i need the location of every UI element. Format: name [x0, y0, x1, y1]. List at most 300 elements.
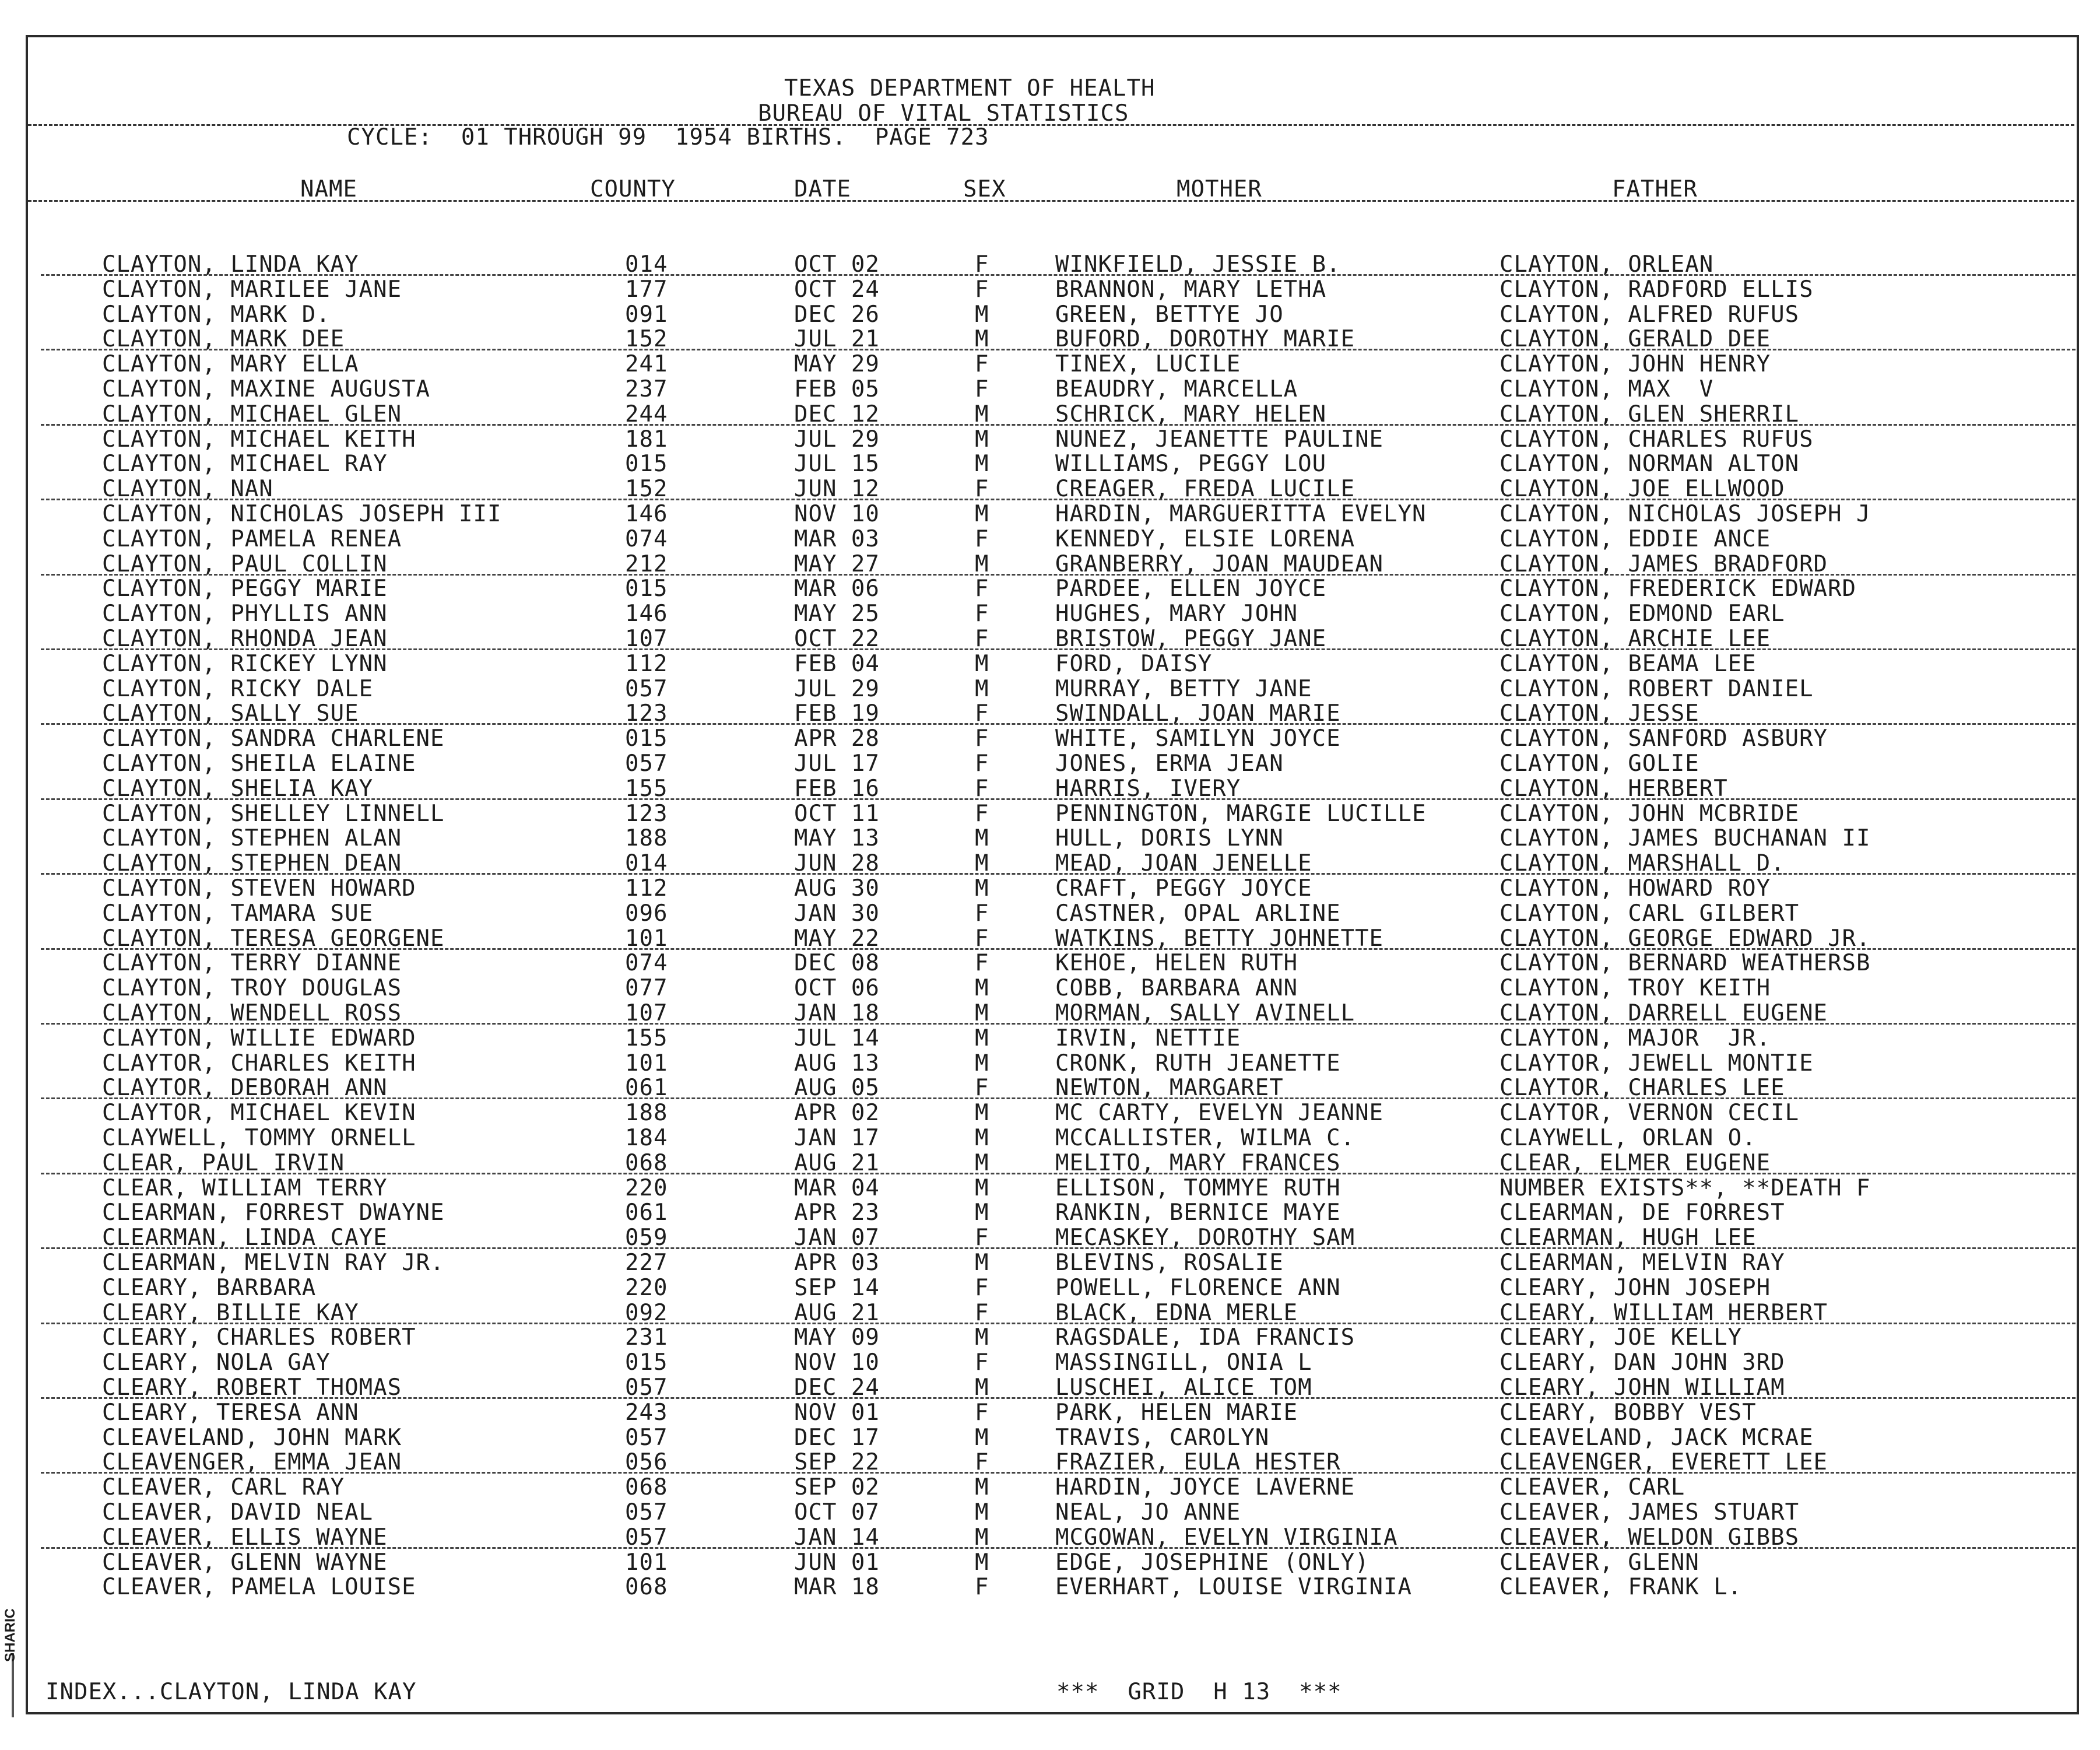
cell-mother: BEAUDRY, MARCELLA — [1055, 376, 1298, 402]
cell-date: DEC 26 — [794, 301, 880, 328]
cell-mother: MC CARTY, EVELYN JEANNE — [1055, 1100, 1384, 1127]
cell-date: JUN 28 — [794, 850, 880, 877]
cell-father: CLAYTON, JOHN HENRY — [1500, 351, 1771, 378]
row-rule — [41, 1247, 2076, 1249]
cell-date: MAY 13 — [794, 825, 880, 852]
row-rule — [41, 798, 2076, 800]
cell-sex: M — [975, 1424, 989, 1451]
cell-father: CLEAVER, WELDON GIBBS — [1500, 1524, 1800, 1551]
cell-mother: FRAZIER, EULA HESTER — [1055, 1449, 1341, 1476]
cell-sex: M — [975, 1149, 989, 1176]
cell-name: CLAYTOR, DEBORAH ANN — [102, 1075, 388, 1102]
cell-county: 146 — [625, 601, 668, 627]
cell-name: CLAYTON, SHEILA ELAINE — [102, 750, 416, 777]
column-header-date: DATE — [794, 176, 851, 202]
cell-name: CLAYTON, PAMELA RENEA — [102, 525, 402, 552]
cell-date: AUG 21 — [794, 1149, 880, 1176]
cell-father: CLEARY, JOHN JOSEPH — [1500, 1274, 1771, 1301]
cell-date: DEC 17 — [794, 1424, 880, 1451]
cell-county: 101 — [625, 925, 668, 952]
cell-name: CLEAVER, GLENN WAYNE — [102, 1549, 388, 1576]
row-rule — [41, 948, 2076, 950]
cell-name: CLAYTON, SANDRA CHARLENE — [102, 725, 445, 752]
cell-county: 014 — [625, 251, 668, 278]
cell-county: 188 — [625, 1100, 668, 1127]
cell-sex: M — [975, 301, 989, 328]
row-rule — [41, 499, 2076, 500]
cell-date: FEB 16 — [794, 775, 880, 802]
cell-mother: MURRAY, BETTY JANE — [1055, 675, 1312, 702]
column-header-sex: SEX — [963, 176, 1006, 202]
cell-date: JAN 14 — [794, 1524, 880, 1551]
cell-date: OCT 11 — [794, 800, 880, 827]
cell-mother: MELITO, MARY FRANCES — [1055, 1149, 1341, 1176]
cell-sex: F — [975, 1299, 989, 1326]
cell-county: 107 — [625, 626, 668, 652]
cycle-line: CYCLE: 01 THROUGH 99 1954 BIRTHS. PAGE 723 — [347, 124, 989, 150]
cell-mother: WINKFIELD, JESSIE B. — [1055, 251, 1341, 278]
cell-mother: GREEN, BETTYE JO — [1055, 301, 1284, 328]
cell-county: 057 — [625, 675, 668, 702]
cell-sex: F — [975, 476, 989, 503]
cell-sex: M — [975, 1025, 989, 1051]
cell-father: CLAYTON, ALFRED RUFUS — [1500, 301, 1800, 328]
cell-sex: M — [975, 326, 989, 353]
cell-date: SEP 02 — [794, 1474, 880, 1501]
cell-date: APR 28 — [794, 725, 880, 752]
cell-father: CLEAR, ELMER EUGENE — [1500, 1149, 1771, 1176]
cell-date: AUG 30 — [794, 875, 880, 902]
bureau-title: BUREAU OF VITAL STATISTICS — [758, 100, 1129, 127]
cell-county: 220 — [625, 1274, 668, 1301]
cell-date: AUG 21 — [794, 1299, 880, 1326]
cell-mother: KEHOE, HELEN RUTH — [1055, 950, 1298, 977]
cell-sex: F — [975, 1274, 989, 1301]
cell-name: CLAYTON, NAN — [102, 476, 273, 503]
cell-mother: WILLIAMS, PEGGY LOU — [1055, 451, 1327, 478]
cell-father: CLEAVER, FRANK L. — [1500, 1574, 1743, 1601]
cell-county: 068 — [625, 1474, 668, 1501]
cell-sex: M — [975, 1250, 989, 1276]
cell-sex: M — [975, 426, 989, 453]
row-rule — [41, 424, 2076, 426]
cell-mother: EVERHART, LOUISE VIRGINIA — [1055, 1574, 1412, 1601]
cell-name: CLAYTON, STEVEN HOWARD — [102, 875, 416, 902]
cell-sex: F — [975, 626, 989, 652]
cell-sex: F — [975, 900, 989, 927]
cell-date: JAN 18 — [794, 1000, 880, 1026]
cell-mother: HARDIN, MARGUERITTA EVELYN — [1055, 501, 1427, 527]
cell-sex: M — [975, 650, 989, 677]
cell-mother: PARK, HELEN MARIE — [1055, 1399, 1298, 1426]
header-rule — [28, 124, 2074, 126]
row-rule — [41, 1023, 2076, 1025]
cell-name: CLAYTON, MICHAEL KEITH — [102, 426, 416, 453]
cell-sex: F — [975, 950, 989, 977]
cell-date: JUN 12 — [794, 476, 880, 503]
cell-mother: PENNINGTON, MARGIE LUCILLE — [1055, 800, 1427, 827]
cell-county: 231 — [625, 1324, 668, 1351]
cell-father: CLAYTON, NICHOLAS JOSEPH J — [1500, 501, 1871, 527]
cell-mother: POWELL, FLORENCE ANN — [1055, 1274, 1341, 1301]
cell-name: CLAYTON, MARK D. — [102, 301, 331, 328]
row-rule — [41, 1547, 2076, 1549]
cell-mother: MEAD, JOAN JENELLE — [1055, 850, 1312, 877]
row-rule — [41, 648, 2076, 650]
cell-county: 184 — [625, 1125, 668, 1151]
cell-sex: F — [975, 925, 989, 952]
cell-father: CLAYTON, MARSHALL D. — [1500, 850, 1785, 877]
cell-county: 243 — [625, 1399, 668, 1426]
cell-date: OCT 02 — [794, 251, 880, 278]
cell-name: CLAYTOR, MICHAEL KEVIN — [102, 1100, 416, 1127]
cell-father: CLEAVENGER, EVERETT LEE — [1500, 1449, 1828, 1476]
cell-date: MAY 29 — [794, 351, 880, 378]
cell-sex: F — [975, 1574, 989, 1601]
cell-sex: M — [975, 1200, 989, 1226]
cell-county: 212 — [625, 550, 668, 577]
cell-sex: F — [975, 1075, 989, 1102]
cell-mother: SCHRICK, MARY HELEN — [1055, 401, 1327, 427]
cell-county: 015 — [625, 576, 668, 602]
cell-name: CLAYTON, PAUL COLLIN — [102, 550, 388, 577]
cell-father: CLEARMAN, DE FORREST — [1500, 1200, 1785, 1226]
row-rule — [41, 723, 2076, 725]
cell-sex: F — [975, 800, 989, 827]
cell-name: CLAYTON, MARK DEE — [102, 326, 345, 353]
row-rule — [41, 349, 2076, 350]
cell-father: CLAYTON, JAMES BUCHANAN II — [1500, 825, 1871, 852]
cell-name: CLEAVER, CARL RAY — [102, 1474, 345, 1501]
cell-father: CLAYTON, EDDIE ANCE — [1500, 525, 1771, 552]
cell-father: CLEAVELAND, JACK MCRAE — [1500, 1424, 1814, 1451]
cell-father: CLAYTOR, JEWELL MONTIE — [1500, 1050, 1814, 1076]
cell-name: CLEAVENGER, EMMA JEAN — [102, 1449, 402, 1476]
cell-name: CLAYTON, STEPHEN DEAN — [102, 850, 402, 877]
cell-date: AUG 05 — [794, 1075, 880, 1102]
cell-county: 068 — [625, 1574, 668, 1601]
cell-sex: M — [975, 451, 989, 478]
cell-date: JUN 01 — [794, 1549, 880, 1576]
cell-sex: M — [975, 1125, 989, 1151]
cell-date: SEP 22 — [794, 1449, 880, 1476]
column-header-mother: MOTHER — [1177, 176, 1262, 202]
cell-sex: M — [975, 1499, 989, 1525]
cell-sex: M — [975, 550, 989, 577]
cell-sex: F — [975, 1449, 989, 1476]
cell-mother: BUFORD, DOROTHY MARIE — [1055, 326, 1355, 353]
cell-mother: NEWTON, MARGARET — [1055, 1075, 1284, 1102]
cell-name: CLAYTON, TERESA GEORGENE — [102, 925, 445, 952]
cell-father: CLAYTON, TROY KEITH — [1500, 975, 1771, 1002]
cell-date: FEB 04 — [794, 650, 880, 677]
cell-mother: NEAL, JO ANNE — [1055, 1499, 1241, 1525]
cell-date: OCT 07 — [794, 1499, 880, 1525]
cell-sex: F — [975, 276, 989, 303]
cell-name: CLEARY, TERESA ANN — [102, 1399, 359, 1426]
cell-sex: M — [975, 825, 989, 852]
cell-county: 061 — [625, 1200, 668, 1226]
cell-name: CLAYTON, SALLY SUE — [102, 700, 359, 727]
cell-father: CLEARY, JOE KELLY — [1500, 1324, 1743, 1351]
cell-name: CLEAVELAND, JOHN MARK — [102, 1424, 402, 1451]
cell-mother: RAGSDALE, IDA FRANCIS — [1055, 1324, 1355, 1351]
row-rule — [41, 1397, 2076, 1399]
cell-mother: BRISTOW, PEGGY JANE — [1055, 626, 1327, 652]
cell-date: MAR 18 — [794, 1574, 880, 1601]
cell-mother: SWINDALL, JOAN MARIE — [1055, 700, 1341, 727]
cell-name: CLEAVER, PAMELA LOUISE — [102, 1574, 416, 1601]
cell-county: 112 — [625, 650, 668, 677]
cell-date: MAR 06 — [794, 576, 880, 602]
cell-father: CLAYTON, GLEN SHERRIL — [1500, 401, 1800, 427]
cell-sex: M — [975, 1374, 989, 1401]
cell-mother: FORD, DAISY — [1055, 650, 1213, 677]
cell-name: CLEARY, NOLA GAY — [102, 1349, 331, 1376]
cell-county: 188 — [625, 825, 668, 852]
cell-date: OCT 22 — [794, 626, 880, 652]
cell-county: 074 — [625, 950, 668, 977]
cell-county: 091 — [625, 301, 668, 328]
cell-sex: M — [975, 1174, 989, 1201]
row-rule — [41, 1097, 2076, 1099]
cell-mother: CRONK, RUTH JEANETTE — [1055, 1050, 1341, 1076]
cell-name: CLAYTOR, CHARLES KEITH — [102, 1050, 416, 1076]
cell-date: NOV 01 — [794, 1399, 880, 1426]
cell-county: 092 — [625, 1299, 668, 1326]
cell-mother: MORMAN, SALLY AVINELL — [1055, 1000, 1355, 1026]
cell-father: CLAYTON, FREDERICK EDWARD — [1500, 576, 1856, 602]
cell-name: CLAYTON, MARY ELLA — [102, 351, 359, 378]
cell-father: CLAYTON, ROBERT DANIEL — [1500, 675, 1814, 702]
cell-sex: F — [975, 1399, 989, 1426]
cell-date: SEP 14 — [794, 1274, 880, 1301]
cell-county: 123 — [625, 800, 668, 827]
cell-name: CLAYTON, RICKEY LYNN — [102, 650, 388, 677]
cell-mother: HARRIS, IVERY — [1055, 775, 1241, 802]
column-header-name: NAME — [300, 176, 357, 202]
cell-sex: M — [975, 875, 989, 902]
cell-mother: ELLISON, TOMMYE RUTH — [1055, 1174, 1341, 1201]
cell-date: NOV 10 — [794, 1349, 880, 1376]
cell-county: 057 — [625, 750, 668, 777]
cell-name: CLAYTON, TAMARA SUE — [102, 900, 374, 927]
cell-date: MAY 25 — [794, 601, 880, 627]
cell-mother: MASSINGILL, ONIA L — [1055, 1349, 1312, 1376]
cell-father: CLAYTON, JESSE — [1500, 700, 1699, 727]
cell-date: MAR 03 — [794, 525, 880, 552]
cell-sex: M — [975, 1050, 989, 1076]
cell-mother: HARDIN, JOYCE LAVERNE — [1055, 1474, 1355, 1501]
cell-father: CLAYTON, JOE ELLWOOD — [1500, 476, 1785, 503]
cell-father: CLAYTON, MAJOR JR. — [1500, 1025, 1771, 1051]
cell-mother: BLEVINS, ROSALIE — [1055, 1250, 1284, 1276]
cell-father: CLEARMAN, MELVIN RAY — [1500, 1250, 1785, 1276]
row-rule — [41, 873, 2076, 875]
margin-label: SHARIC — [2, 1608, 18, 1662]
cell-mother: HULL, DORIS LYNN — [1055, 825, 1284, 852]
cell-mother: TRAVIS, CAROLYN — [1055, 1424, 1270, 1451]
cell-name: CLEAVER, DAVID NEAL — [102, 1499, 374, 1525]
cell-father: CLAYWELL, ORLAN O. — [1500, 1125, 1757, 1151]
cell-father: CLAYTOR, CHARLES LEE — [1500, 1075, 1785, 1102]
cell-mother: MECASKEY, DOROTHY SAM — [1055, 1225, 1355, 1251]
cell-father: CLAYTON, ORLEAN — [1500, 251, 1714, 278]
cell-county: 152 — [625, 476, 668, 503]
cell-county: 014 — [625, 850, 668, 877]
cell-father: CLAYTON, ARCHIE LEE — [1500, 626, 1771, 652]
cell-sex: M — [975, 1000, 989, 1026]
cell-date: OCT 24 — [794, 276, 880, 303]
cell-sex: F — [975, 525, 989, 552]
cell-father: CLAYTON, RADFORD ELLIS — [1500, 276, 1814, 303]
cell-father: CLAYTON, HOWARD ROY — [1500, 875, 1771, 902]
row-rule — [41, 274, 2076, 276]
cell-father: CLAYTON, EDMOND EARL — [1500, 601, 1785, 627]
cell-name: CLAYTON, STEPHEN ALAN — [102, 825, 402, 852]
column-header-county: COUNTY — [590, 176, 676, 202]
cell-county: 096 — [625, 900, 668, 927]
cell-father: CLAYTON, GOLIE — [1500, 750, 1699, 777]
cell-date: DEC 08 — [794, 950, 880, 977]
row-rule — [41, 574, 2076, 576]
cell-county: 227 — [625, 1250, 668, 1276]
cell-mother: GRANBERRY, JOAN MAUDEAN — [1055, 550, 1384, 577]
cell-father: CLEARMAN, HUGH LEE — [1500, 1225, 1757, 1251]
cell-sex: F — [975, 376, 989, 402]
cell-mother: BRANNON, MARY LETHA — [1055, 276, 1327, 303]
cell-county: 241 — [625, 351, 668, 378]
cell-father: CLAYTON, SANFORD ASBURY — [1500, 725, 1828, 752]
cell-date: APR 03 — [794, 1250, 880, 1276]
cell-sex: F — [975, 601, 989, 627]
cell-date: JAN 17 — [794, 1125, 880, 1151]
cell-county: 101 — [625, 1549, 668, 1576]
cell-name: CLAYTON, RICKY DALE — [102, 675, 374, 702]
cell-date: JUL 29 — [794, 426, 880, 453]
cell-sex: M — [975, 675, 989, 702]
cell-father: CLAYTON, GERALD DEE — [1500, 326, 1771, 353]
cell-name: CLEARMAN, FORREST DWAYNE — [102, 1200, 445, 1226]
cell-mother: CREAGER, FREDA LUCILE — [1055, 476, 1355, 503]
cell-name: CLAYTON, TERRY DIANNE — [102, 950, 402, 977]
cell-sex: M — [975, 1524, 989, 1551]
cell-county: 015 — [625, 451, 668, 478]
cell-sex: M — [975, 850, 989, 877]
cell-name: CLEAR, PAUL IRVIN — [102, 1149, 345, 1176]
cell-date: DEC 24 — [794, 1374, 880, 1401]
cell-sex: F — [975, 576, 989, 602]
cell-name: CLAYTON, MAXINE AUGUSTA — [102, 376, 431, 402]
cell-father: CLEARY, WILLIAM HERBERT — [1500, 1299, 1828, 1326]
cell-sex: M — [975, 1549, 989, 1576]
cell-father: CLAYTON, GEORGE EDWARD JR. — [1500, 925, 1871, 952]
cell-father: CLEARY, DAN JOHN 3RD — [1500, 1349, 1785, 1376]
cell-name: CLEARY, ROBERT THOMAS — [102, 1374, 402, 1401]
cell-county: 155 — [625, 775, 668, 802]
cell-name: CLAYTON, MICHAEL RAY — [102, 451, 388, 478]
cell-sex: F — [975, 251, 989, 278]
row-rule — [41, 1472, 2076, 1474]
cell-county: 057 — [625, 1424, 668, 1451]
cell-sex: F — [975, 725, 989, 752]
cell-county: 155 — [625, 1025, 668, 1051]
row-rule — [41, 1173, 2076, 1174]
cell-county: 077 — [625, 975, 668, 1002]
cell-mother: NUNEZ, JEANETTE PAULINE — [1055, 426, 1384, 453]
cell-county: 057 — [625, 1374, 668, 1401]
cell-name: CLAYTON, WENDELL ROSS — [102, 1000, 402, 1026]
cell-county: 146 — [625, 501, 668, 527]
cell-date: DEC 12 — [794, 401, 880, 427]
cell-date: JUL 21 — [794, 326, 880, 353]
cell-county: 068 — [625, 1149, 668, 1176]
cell-county: 181 — [625, 426, 668, 453]
cell-father: CLAYTON, NORMAN ALTON — [1500, 451, 1800, 478]
cell-name: CLAYTON, PEGGY MARIE — [102, 576, 388, 602]
cell-date: APR 23 — [794, 1200, 880, 1226]
cell-name: CLEARY, BARBARA — [102, 1274, 317, 1301]
cell-father: CLAYTON, DARRELL EUGENE — [1500, 1000, 1828, 1026]
cell-county: 056 — [625, 1449, 668, 1476]
cell-date: JUL 17 — [794, 750, 880, 777]
cell-sex: M — [975, 1100, 989, 1127]
cell-father: CLAYTON, CARL GILBERT — [1500, 900, 1800, 927]
cell-county: 177 — [625, 276, 668, 303]
cell-date: JUL 29 — [794, 675, 880, 702]
cell-mother: CRAFT, PEGGY JOYCE — [1055, 875, 1312, 902]
cell-name: CLEARY, CHARLES ROBERT — [102, 1324, 416, 1351]
cell-mother: JONES, ERMA JEAN — [1055, 750, 1284, 777]
cell-sex: M — [975, 1474, 989, 1501]
cell-father: CLEARY, JOHN WILLIAM — [1500, 1374, 1785, 1401]
row-rule — [41, 1323, 2076, 1324]
cell-county: 061 — [625, 1075, 668, 1102]
cell-father: CLAYTOR, VERNON CECIL — [1500, 1100, 1800, 1127]
cell-date: NOV 10 — [794, 501, 880, 527]
cell-mother: COBB, BARBARA ANN — [1055, 975, 1298, 1002]
agency-title: TEXAS DEPARTMENT OF HEALTH — [784, 75, 1156, 101]
cell-name: CLAYWELL, TOMMY ORNELL — [102, 1125, 416, 1151]
cell-name: CLAYTON, NICHOLAS JOSEPH III — [102, 501, 502, 527]
cell-father: CLAYTON, BEAMA LEE — [1500, 650, 1757, 677]
cell-father: CLAYTON, JOHN MCBRIDE — [1500, 800, 1800, 827]
cell-date: JAN 07 — [794, 1225, 880, 1251]
cell-date: JUL 14 — [794, 1025, 880, 1051]
cell-county: 152 — [625, 326, 668, 353]
cell-mother: MCGOWAN, EVELYN VIRGINIA — [1055, 1524, 1398, 1551]
cell-name: CLAYTON, WILLIE EDWARD — [102, 1025, 416, 1051]
cell-mother: BLACK, EDNA MERLE — [1055, 1299, 1298, 1326]
cell-name: CLAYTON, RHONDA JEAN — [102, 626, 388, 652]
cell-sex: F — [975, 750, 989, 777]
cell-name: CLAYTON, MARILEE JANE — [102, 276, 402, 303]
cell-date: MAY 27 — [794, 550, 880, 577]
margin-mark — [12, 1653, 14, 1717]
cell-father: CLEAVER, CARL — [1500, 1474, 1685, 1501]
cell-name: CLAYTON, TROY DOUGLAS — [102, 975, 402, 1002]
cell-date: FEB 05 — [794, 376, 880, 402]
cell-county: 101 — [625, 1050, 668, 1076]
cell-mother: RANKIN, BERNICE MAYE — [1055, 1200, 1341, 1226]
cell-sex: M — [975, 501, 989, 527]
cell-name: CLAYTON, SHELLEY LINNELL — [102, 800, 445, 827]
cell-county: 057 — [625, 1524, 668, 1551]
cell-mother: LUSCHEI, ALICE TOM — [1055, 1374, 1312, 1401]
cell-date: MAY 22 — [794, 925, 880, 952]
cell-name: CLEARMAN, LINDA CAYE — [102, 1225, 388, 1251]
cell-date: APR 02 — [794, 1100, 880, 1127]
